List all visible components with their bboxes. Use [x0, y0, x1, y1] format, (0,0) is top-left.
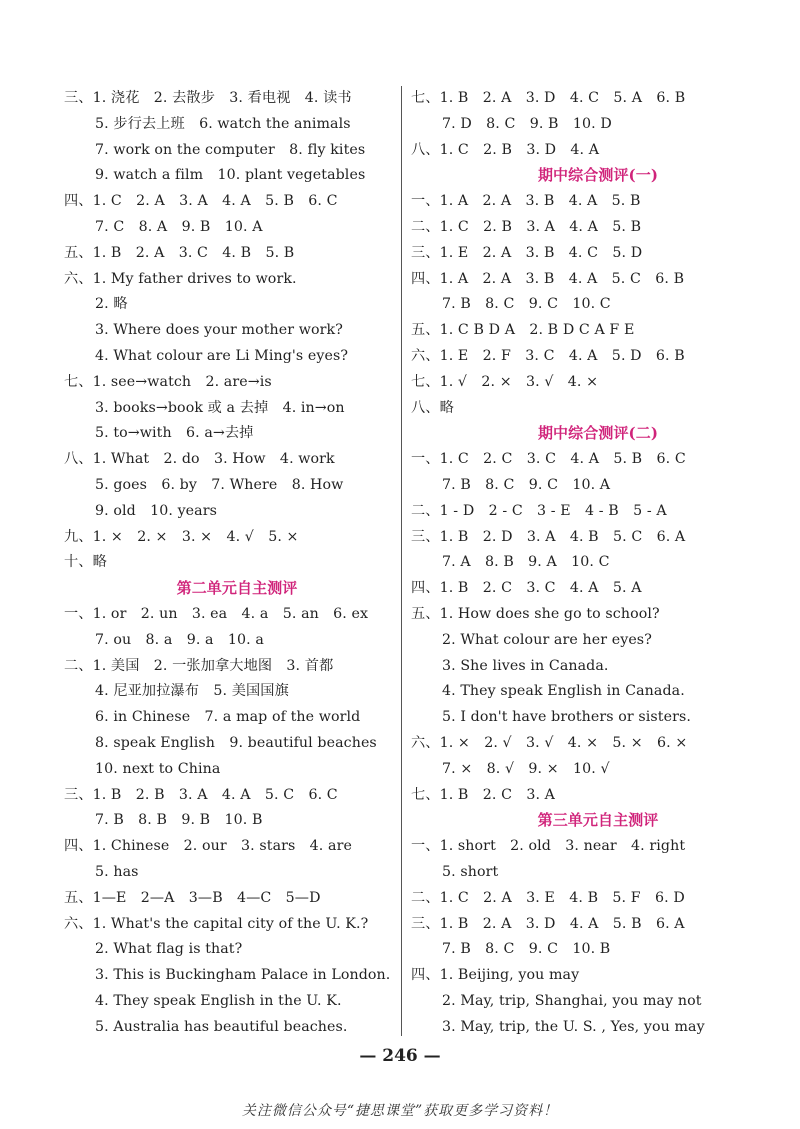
section-heading: 第二单元自主测评: [176, 579, 298, 598]
answer-line: 六、1. × 2. √ 3. √ 4. × 5. × 6. ×: [411, 734, 688, 751]
answer-line: 八、1. What 2. do 3. How 4. work: [64, 451, 335, 468]
answer-line: 六、1. What's the capital city of the U. K.?: [64, 915, 369, 932]
answer-line: 2. What flag is that?: [95, 941, 243, 958]
answer-line: 2. 略: [95, 296, 128, 313]
answer-line: 五、1. B 2. A 3. C 4. B 5. B: [64, 244, 295, 261]
answer-line: 5. goes 6. by 7. Where 8. How: [95, 476, 344, 493]
section-heading: 期中综合测评(二): [537, 424, 659, 443]
answer-line: 5. Australia has beautiful beaches.: [95, 1018, 348, 1035]
answer-line: 四、1. A 2. A 3. B 4. A 5. C 6. B: [411, 270, 685, 287]
answer-line: 6. in Chinese 7. a map of the world: [95, 709, 361, 726]
answer-line: 八、1. C 2. B 3. D 4. A: [411, 141, 600, 158]
answer-line: 二、1. C 2. B 3. A 4. A 5. B: [411, 218, 642, 235]
answer-line: 3. She lives in Canada.: [442, 657, 609, 674]
answer-line: 七、1. B 2. A 3. D 4. C 5. A 6. B: [411, 90, 686, 106]
answer-line: 七、1. √ 2. × 3. √ 4. ×: [411, 373, 599, 390]
answer-line: 7. ou 8. a 9. a 10. a: [95, 631, 264, 648]
answer-line: 3. Where does your mother work?: [95, 322, 343, 339]
answer-line: 十、略: [64, 554, 107, 571]
answer-line: 7. C 8. A 9. B 10. A: [95, 218, 263, 235]
answer-line: 五、1—E 2—A 3—B 4—C 5—D: [64, 889, 321, 906]
answer-line: 7. B 8. C 9. C 10. C: [442, 296, 611, 313]
answer-line: 3. This is Buckingham Palace in London.: [95, 967, 391, 984]
answer-line: 四、1. B 2. C 3. C 4. A 5. A: [411, 580, 642, 597]
answer-line: 10. next to China: [95, 760, 221, 777]
answer-line: 三、1. B 2. D 3. A 4. B 5. C 6. A: [411, 528, 686, 545]
answer-line: 二、1. C 2. A 3. E 4. B 5. F 6. D: [411, 889, 685, 906]
answer-line: 5. 步行去上班 6. watch the animals: [95, 115, 351, 132]
answer-line: 七、1. see→watch 2. are→is: [64, 373, 272, 390]
answer-line: 二、1 - D 2 - C 3 - E 4 - B 5 - A: [411, 502, 667, 519]
answer-line: 3. books→book 或 a 去掉 4. in→on: [95, 399, 345, 416]
answer-line: 三、1. B 2. B 3. A 4. A 5. C 6. C: [64, 786, 338, 803]
answer-line: 5. I don't have brothers or sisters.: [442, 709, 691, 726]
answer-line: 一、1. or 2. un 3. ea 4. a 5. an 6. ex: [64, 605, 369, 622]
answer-line: 六、1. E 2. F 3. C 4. A 5. D 6. B: [411, 347, 685, 364]
section-heading: 期中综合测评(一): [537, 166, 659, 185]
answer-line: 9. watch a film 10. plant vegetables: [95, 167, 366, 184]
answer-line: 5. short: [442, 863, 499, 880]
answer-line: 七、1. B 2. C 3. A: [411, 786, 556, 803]
answer-line: 一、1. short 2. old 3. near 4. right: [411, 838, 686, 855]
answer-line: 7. D 8. C 9. B 10. D: [442, 115, 612, 132]
answer-line: 7. A 8. B 9. A 10. C: [442, 554, 610, 571]
answer-line: 五、1. C B D A 2. B D C A F E: [411, 322, 635, 339]
answer-line: 四、1. Beijing, you may: [411, 967, 580, 984]
answer-line: 4. They speak English in Canada.: [442, 683, 685, 700]
answer-line: 三、1. 浇花 2. 去散步 3. 看电视 4. 读书: [64, 90, 352, 106]
answer-line: 7. B 8. B 9. B 10. B: [95, 812, 263, 829]
answer-line: 3. May, trip, the U. S. , Yes, you may: [442, 1018, 705, 1035]
answer-line: 4. 尼亚加拉瀑布 5. 美国国旗: [95, 683, 289, 700]
answer-line: 9. old 10. years: [95, 502, 217, 519]
left-answer-column: [64, 86, 396, 1040]
answer-line: 五、1. How does she go to school?: [411, 605, 660, 622]
answer-line: 九、1. × 2. × 3. × 4. √ 5. ×: [64, 528, 299, 545]
answer-line: 八、略: [411, 399, 454, 416]
section-heading: 第三单元自主测评: [537, 811, 659, 830]
answer-line: 一、1. A 2. A 3. B 4. A 5. B: [411, 193, 641, 210]
answer-line: 2. May, trip, Shanghai, you may not: [442, 992, 702, 1009]
answer-line: 4. What colour are Li Ming's eyes?: [95, 347, 349, 364]
answer-line: 四、1. C 2. A 3. A 4. A 5. B 6. C: [64, 193, 338, 210]
answer-line: 7. × 8. √ 9. × 10. √: [442, 760, 610, 777]
answer-line: 四、1. Chinese 2. our 3. stars 4. are: [64, 838, 352, 855]
answer-line: 4. They speak English in the U. K.: [95, 992, 342, 1009]
footer-note: 关注微信公众号“捷思课堂”获取更多学习资料！: [241, 1103, 559, 1119]
answer-line: 三、1. E 2. A 3. B 4. C 5. D: [411, 244, 643, 261]
answer-line: 六、1. My father drives to work.: [64, 270, 297, 287]
page-number: — 246 —: [359, 1046, 441, 1066]
answer-line: 8. speak English 9. beautiful beaches: [95, 734, 377, 751]
answer-line: 5. to→with 6. a→去掉: [95, 425, 254, 442]
answer-line: 7. B 8. C 9. C 10. A: [442, 476, 611, 493]
answer-line: 一、1. C 2. C 3. C 4. A 5. B 6. C: [411, 451, 686, 468]
right-answer-column: [411, 86, 771, 1040]
answer-line: 5. has: [95, 863, 139, 880]
answer-line: 二、1. 美国 2. 一张加拿大地图 3. 首都: [64, 657, 334, 674]
answer-line: 7. B 8. C 9. C 10. B: [442, 941, 611, 958]
answer-line: 7. work on the computer 8. fly kites: [95, 141, 366, 158]
answer-line: 三、1. B 2. A 3. D 4. A 5. B 6. A: [411, 915, 685, 932]
answer-line: 2. What colour are her eyes?: [442, 631, 652, 648]
column-divider: [401, 86, 402, 1036]
